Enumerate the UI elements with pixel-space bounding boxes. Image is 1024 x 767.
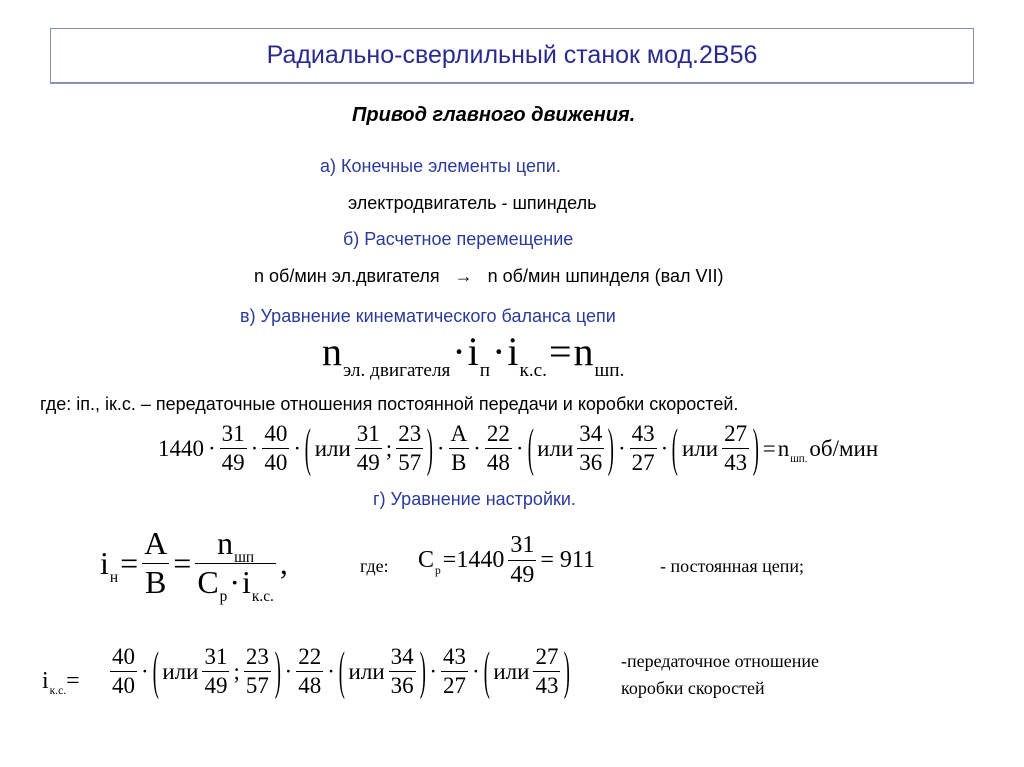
fraction-bar — [262, 448, 289, 449]
math-symbol: n — [322, 329, 342, 374]
section-g-label: г) Уравнение настройки. — [373, 489, 576, 509]
subscript: шп — [234, 549, 255, 567]
math-symbol: n — [217, 525, 234, 561]
denominator: 40 — [264, 450, 288, 476]
fraction — [244, 645, 271, 698]
numerator: A — [450, 421, 468, 446]
section-v-label: в) Уравнение кинематического баланса цепи — [240, 306, 616, 326]
section-a-label: а) Конечные элементы цепи. — [320, 156, 561, 176]
subscript: эл. двигателя — [343, 359, 451, 381]
numerator: 22 — [486, 421, 510, 446]
denominator: B — [451, 450, 467, 476]
fraction-bar — [630, 448, 657, 449]
math-text: об/мин — [809, 435, 879, 461]
fraction — [577, 422, 604, 475]
denominator: 43 — [535, 673, 559, 699]
numerator: 31 — [356, 421, 380, 446]
gearbox-equation — [108, 641, 572, 700]
numerator: A — [144, 525, 168, 561]
math-text: · — [452, 329, 466, 374]
denominator: 48 — [298, 673, 322, 699]
denominator: 40 — [112, 673, 135, 699]
math-text: или — [537, 435, 574, 461]
math-text: · — [141, 658, 149, 684]
math-term — [573, 328, 625, 381]
math-symbol: i — [507, 329, 519, 374]
subscript: р — [435, 564, 441, 577]
subscript: к.с. — [49, 685, 67, 698]
numerator: 27 — [724, 421, 748, 446]
denominator: 48 — [486, 450, 510, 476]
fraction-bar — [533, 671, 560, 672]
numerator: 40 — [264, 421, 288, 446]
denominator: 49 — [221, 450, 245, 476]
fraction — [202, 645, 229, 698]
denominator — [195, 563, 276, 606]
fraction — [296, 645, 323, 698]
right-paren: ) — [608, 418, 615, 477]
math-text: · — [515, 435, 524, 461]
math-text: · — [208, 435, 216, 461]
numerator: 43 — [442, 644, 466, 669]
fraction — [722, 422, 749, 475]
math-text: = — [173, 544, 192, 581]
fraction-bar — [244, 671, 271, 672]
balance-equation — [322, 328, 625, 381]
math-text: · — [436, 435, 445, 461]
constant-equation — [418, 533, 597, 588]
denominator: 27 — [442, 673, 466, 699]
left-paren: ( — [304, 418, 311, 477]
denominator: 43 — [724, 450, 748, 476]
numerator: 40 — [112, 644, 135, 669]
fraction — [142, 527, 169, 599]
section-a-text: электродвигатель - шпиндель — [348, 193, 597, 213]
denominator: B — [145, 563, 167, 600]
fraction-bar — [441, 671, 468, 672]
fraction — [110, 645, 137, 698]
fraction-bar — [220, 448, 247, 449]
math-symbol: i — [467, 329, 479, 374]
fraction — [195, 525, 276, 606]
math-text: · — [660, 435, 669, 461]
constant-where-label: где: — [360, 556, 389, 576]
left-paren: ( — [152, 641, 159, 700]
math-text: или — [493, 658, 530, 684]
math-term — [42, 668, 67, 698]
numerator: 23 — [398, 421, 422, 446]
math-text: · — [471, 658, 480, 684]
numerator: 27 — [535, 644, 559, 669]
right-paren: ) — [274, 641, 281, 700]
fraction — [396, 422, 423, 475]
fraction — [630, 422, 657, 475]
math-text: = — [120, 544, 139, 581]
constant-note: - постоянная цепи; — [660, 556, 805, 576]
math-text: 1440 — [158, 435, 204, 461]
slide-title: Радиально-сверлильный станок мод.2В56 — [266, 41, 758, 69]
denominator: 57 — [398, 450, 422, 476]
math-symbol: C — [197, 563, 219, 600]
fraction-bar — [396, 448, 423, 449]
numerator: 31 — [510, 532, 535, 558]
fraction-bar — [296, 671, 323, 672]
gearbox-lhs — [42, 668, 80, 698]
fraction — [508, 533, 536, 588]
math-text: или — [314, 435, 351, 461]
fraction — [449, 422, 470, 475]
section-b-label: б) Расчетное перемещение — [343, 229, 574, 249]
fraction — [485, 422, 512, 475]
math-symbol: C — [418, 547, 435, 574]
numerator: 34 — [579, 421, 603, 446]
right-paren: ) — [419, 641, 426, 700]
math-text: · — [284, 658, 293, 684]
math-text: = — [548, 329, 572, 374]
math-term — [418, 547, 441, 577]
math-text: = — [762, 435, 776, 461]
denominator: 27 — [631, 450, 655, 476]
fraction-bar — [577, 448, 604, 449]
math-text: или — [348, 658, 385, 684]
math-text: · — [492, 329, 506, 374]
numerator: 43 — [631, 421, 655, 446]
math-text: · — [250, 435, 259, 461]
right-paren: ) — [752, 418, 759, 477]
math-text: · — [429, 658, 437, 684]
numerator: 22 — [298, 644, 322, 669]
fraction-bar — [389, 671, 416, 672]
math-text: · — [617, 435, 626, 461]
fraction — [441, 645, 468, 698]
main-heading: Привод главного движения. — [352, 104, 636, 126]
gearbox-note-line1: -передаточное отношение — [621, 651, 819, 671]
denominator: 49 — [510, 562, 535, 589]
subscript: р — [219, 588, 228, 606]
subscript: шп. — [594, 359, 625, 381]
section-b-text: n об/мин эл.двигателя → n об/мин шпинделя (вал VII) — [254, 266, 724, 286]
denominator: 49 — [356, 450, 380, 476]
math-text: · — [293, 435, 302, 461]
math-symbol: i — [100, 544, 109, 581]
denominator: 57 — [245, 673, 269, 699]
math-text: · — [327, 658, 335, 684]
math-text: ; — [385, 435, 393, 461]
fraction-bar — [355, 448, 382, 449]
right-paren: ) — [564, 641, 571, 700]
subscript: п — [479, 359, 491, 381]
math-term — [507, 328, 547, 381]
numerator: 23 — [245, 644, 269, 669]
fraction — [389, 645, 416, 698]
gearbox-note-line2: коробки скоростей — [621, 678, 765, 698]
math-term — [322, 328, 451, 381]
fraction-bar — [110, 671, 137, 672]
left-paren: ( — [527, 418, 534, 477]
fraction-bar — [202, 671, 229, 672]
fraction-bar — [449, 448, 470, 449]
numerator — [215, 525, 256, 567]
fraction — [262, 422, 289, 475]
left-paren: ( — [672, 418, 679, 477]
fraction-bar — [722, 448, 749, 449]
math-symbol: n — [777, 435, 790, 461]
numerator: 31 — [221, 421, 245, 446]
math-text: или — [681, 435, 719, 461]
math-term — [197, 563, 274, 606]
math-text: ; — [233, 658, 240, 684]
numerator: 34 — [390, 644, 414, 669]
subscript: н — [109, 569, 119, 587]
numerator: 31 — [204, 644, 228, 669]
equals-sign: = — [66, 668, 80, 694]
chain-equation — [156, 418, 880, 477]
math-term — [777, 435, 808, 465]
math-text: · — [473, 435, 481, 461]
where-text: где: iп., iк.с. – передаточные отношения постоянной передачи и коробки скоростей. — [40, 394, 739, 414]
math-term — [100, 544, 119, 587]
right-paren: ) — [426, 418, 434, 477]
subscript: к.с. — [251, 588, 274, 606]
math-text: =1440 — [442, 547, 505, 574]
math-text: , — [279, 544, 288, 581]
subscript: к.с. — [519, 359, 547, 381]
left-paren: ( — [338, 641, 345, 700]
math-symbol: i — [242, 563, 251, 600]
math-text: = 911 — [540, 547, 595, 574]
math-term — [467, 328, 491, 381]
math-term — [217, 525, 255, 567]
math-text: или — [162, 658, 199, 684]
dot-operator: · — [229, 563, 241, 600]
denominator: 36 — [390, 673, 414, 699]
left-paren: ( — [483, 641, 490, 700]
math-symbol: i — [42, 668, 49, 694]
fraction — [355, 422, 382, 475]
denominator: 36 — [579, 450, 603, 476]
fraction — [220, 422, 247, 475]
subscript: шп. — [790, 452, 808, 465]
math-symbol: n — [573, 329, 594, 374]
title-box — [50, 28, 974, 84]
fraction-bar — [508, 560, 536, 561]
setting-equation — [100, 525, 290, 606]
fraction-bar — [485, 448, 512, 449]
fraction — [533, 645, 560, 698]
denominator: 49 — [204, 673, 228, 699]
